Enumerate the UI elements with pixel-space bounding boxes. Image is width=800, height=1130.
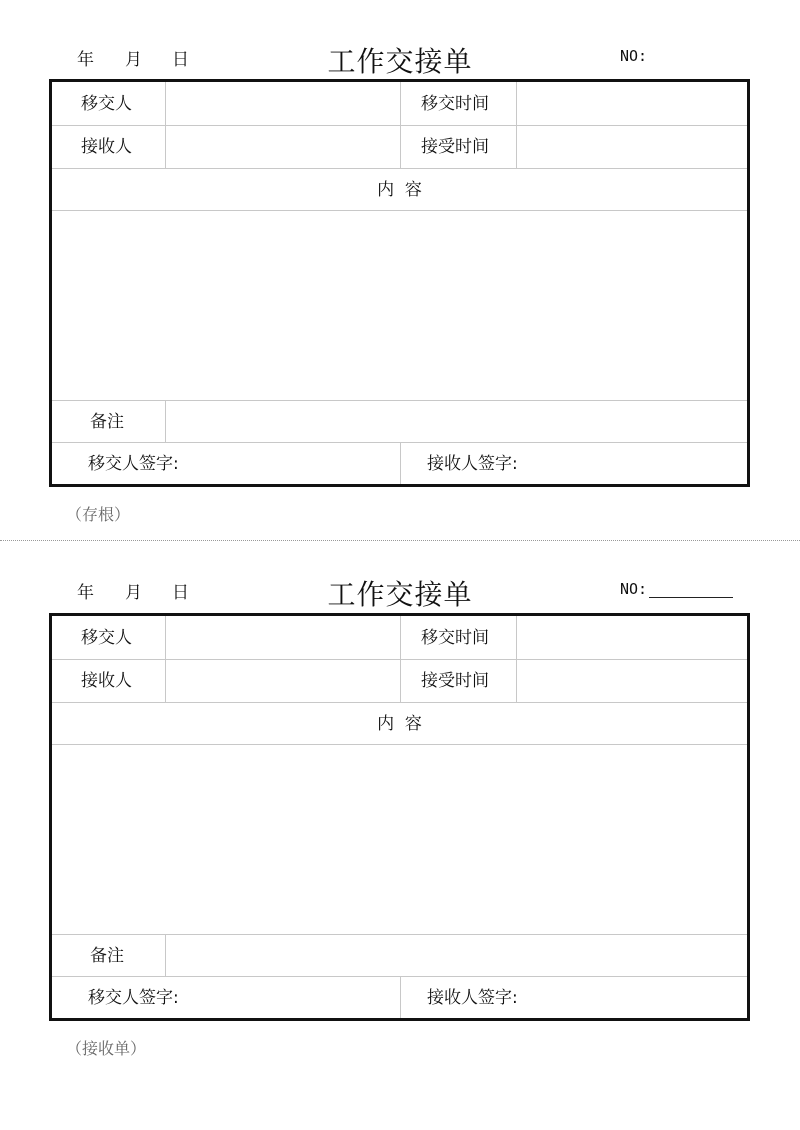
form-table xyxy=(49,613,750,1021)
remarks-label: 备注 xyxy=(90,412,124,432)
receiver-signature-label: 接收人签字: xyxy=(427,988,518,1008)
receiver-label: 接收人 xyxy=(81,137,132,157)
day-label: 日 xyxy=(172,583,189,603)
handover-time-field[interactable] xyxy=(517,616,747,659)
receiver-label: 接收人 xyxy=(81,671,132,691)
handover-time-label: 移交时间 xyxy=(421,94,489,114)
year-label: 年 xyxy=(77,50,94,70)
handover-form-stub xyxy=(0,0,800,540)
remarks-label: 备注 xyxy=(90,946,124,966)
remarks-field[interactable] xyxy=(166,401,747,442)
receiver-field[interactable] xyxy=(166,126,400,168)
receiver-signature-label: 接收人签字: xyxy=(427,454,518,474)
form-title: 工作交接单 xyxy=(327,45,473,78)
copy-label: （存根） xyxy=(66,505,131,524)
handover-person-field[interactable] xyxy=(166,82,400,125)
receive-time-label: 接受时间 xyxy=(421,671,489,691)
form-number xyxy=(620,47,647,65)
form-title: 工作交接单 xyxy=(327,578,473,611)
content-header: 内 容 xyxy=(377,714,422,734)
content-header: 内 容 xyxy=(377,180,422,200)
receive-time-field[interactable] xyxy=(517,126,747,168)
content-area[interactable] xyxy=(52,211,747,400)
content-area[interactable] xyxy=(52,745,747,934)
handover-time-label: 移交时间 xyxy=(421,628,489,648)
handover-person-label: 移交人 xyxy=(81,628,132,648)
receive-time-label: 接受时间 xyxy=(421,137,489,157)
month-label: 月 xyxy=(125,50,142,70)
remarks-field[interactable] xyxy=(166,935,747,976)
month-label: 月 xyxy=(125,583,142,603)
number-field[interactable] xyxy=(649,584,733,598)
year-label: 年 xyxy=(77,583,94,603)
handover-signature-label: 移交人签字: xyxy=(88,454,179,474)
receive-time-field[interactable] xyxy=(517,660,747,702)
handover-person-field[interactable] xyxy=(166,616,400,659)
number-label: NO: xyxy=(620,580,648,598)
receiver-field[interactable] xyxy=(166,660,400,702)
number-label: NO: xyxy=(620,47,648,65)
day-label: 日 xyxy=(172,50,189,70)
handover-person-label: 移交人 xyxy=(81,94,132,114)
form-table xyxy=(49,79,750,487)
handover-form-receipt xyxy=(0,533,800,1130)
handover-time-field[interactable] xyxy=(517,82,747,125)
form-number xyxy=(620,580,733,598)
copy-label: （接收单） xyxy=(66,1039,147,1058)
handover-signature-label: 移交人签字: xyxy=(88,988,179,1008)
